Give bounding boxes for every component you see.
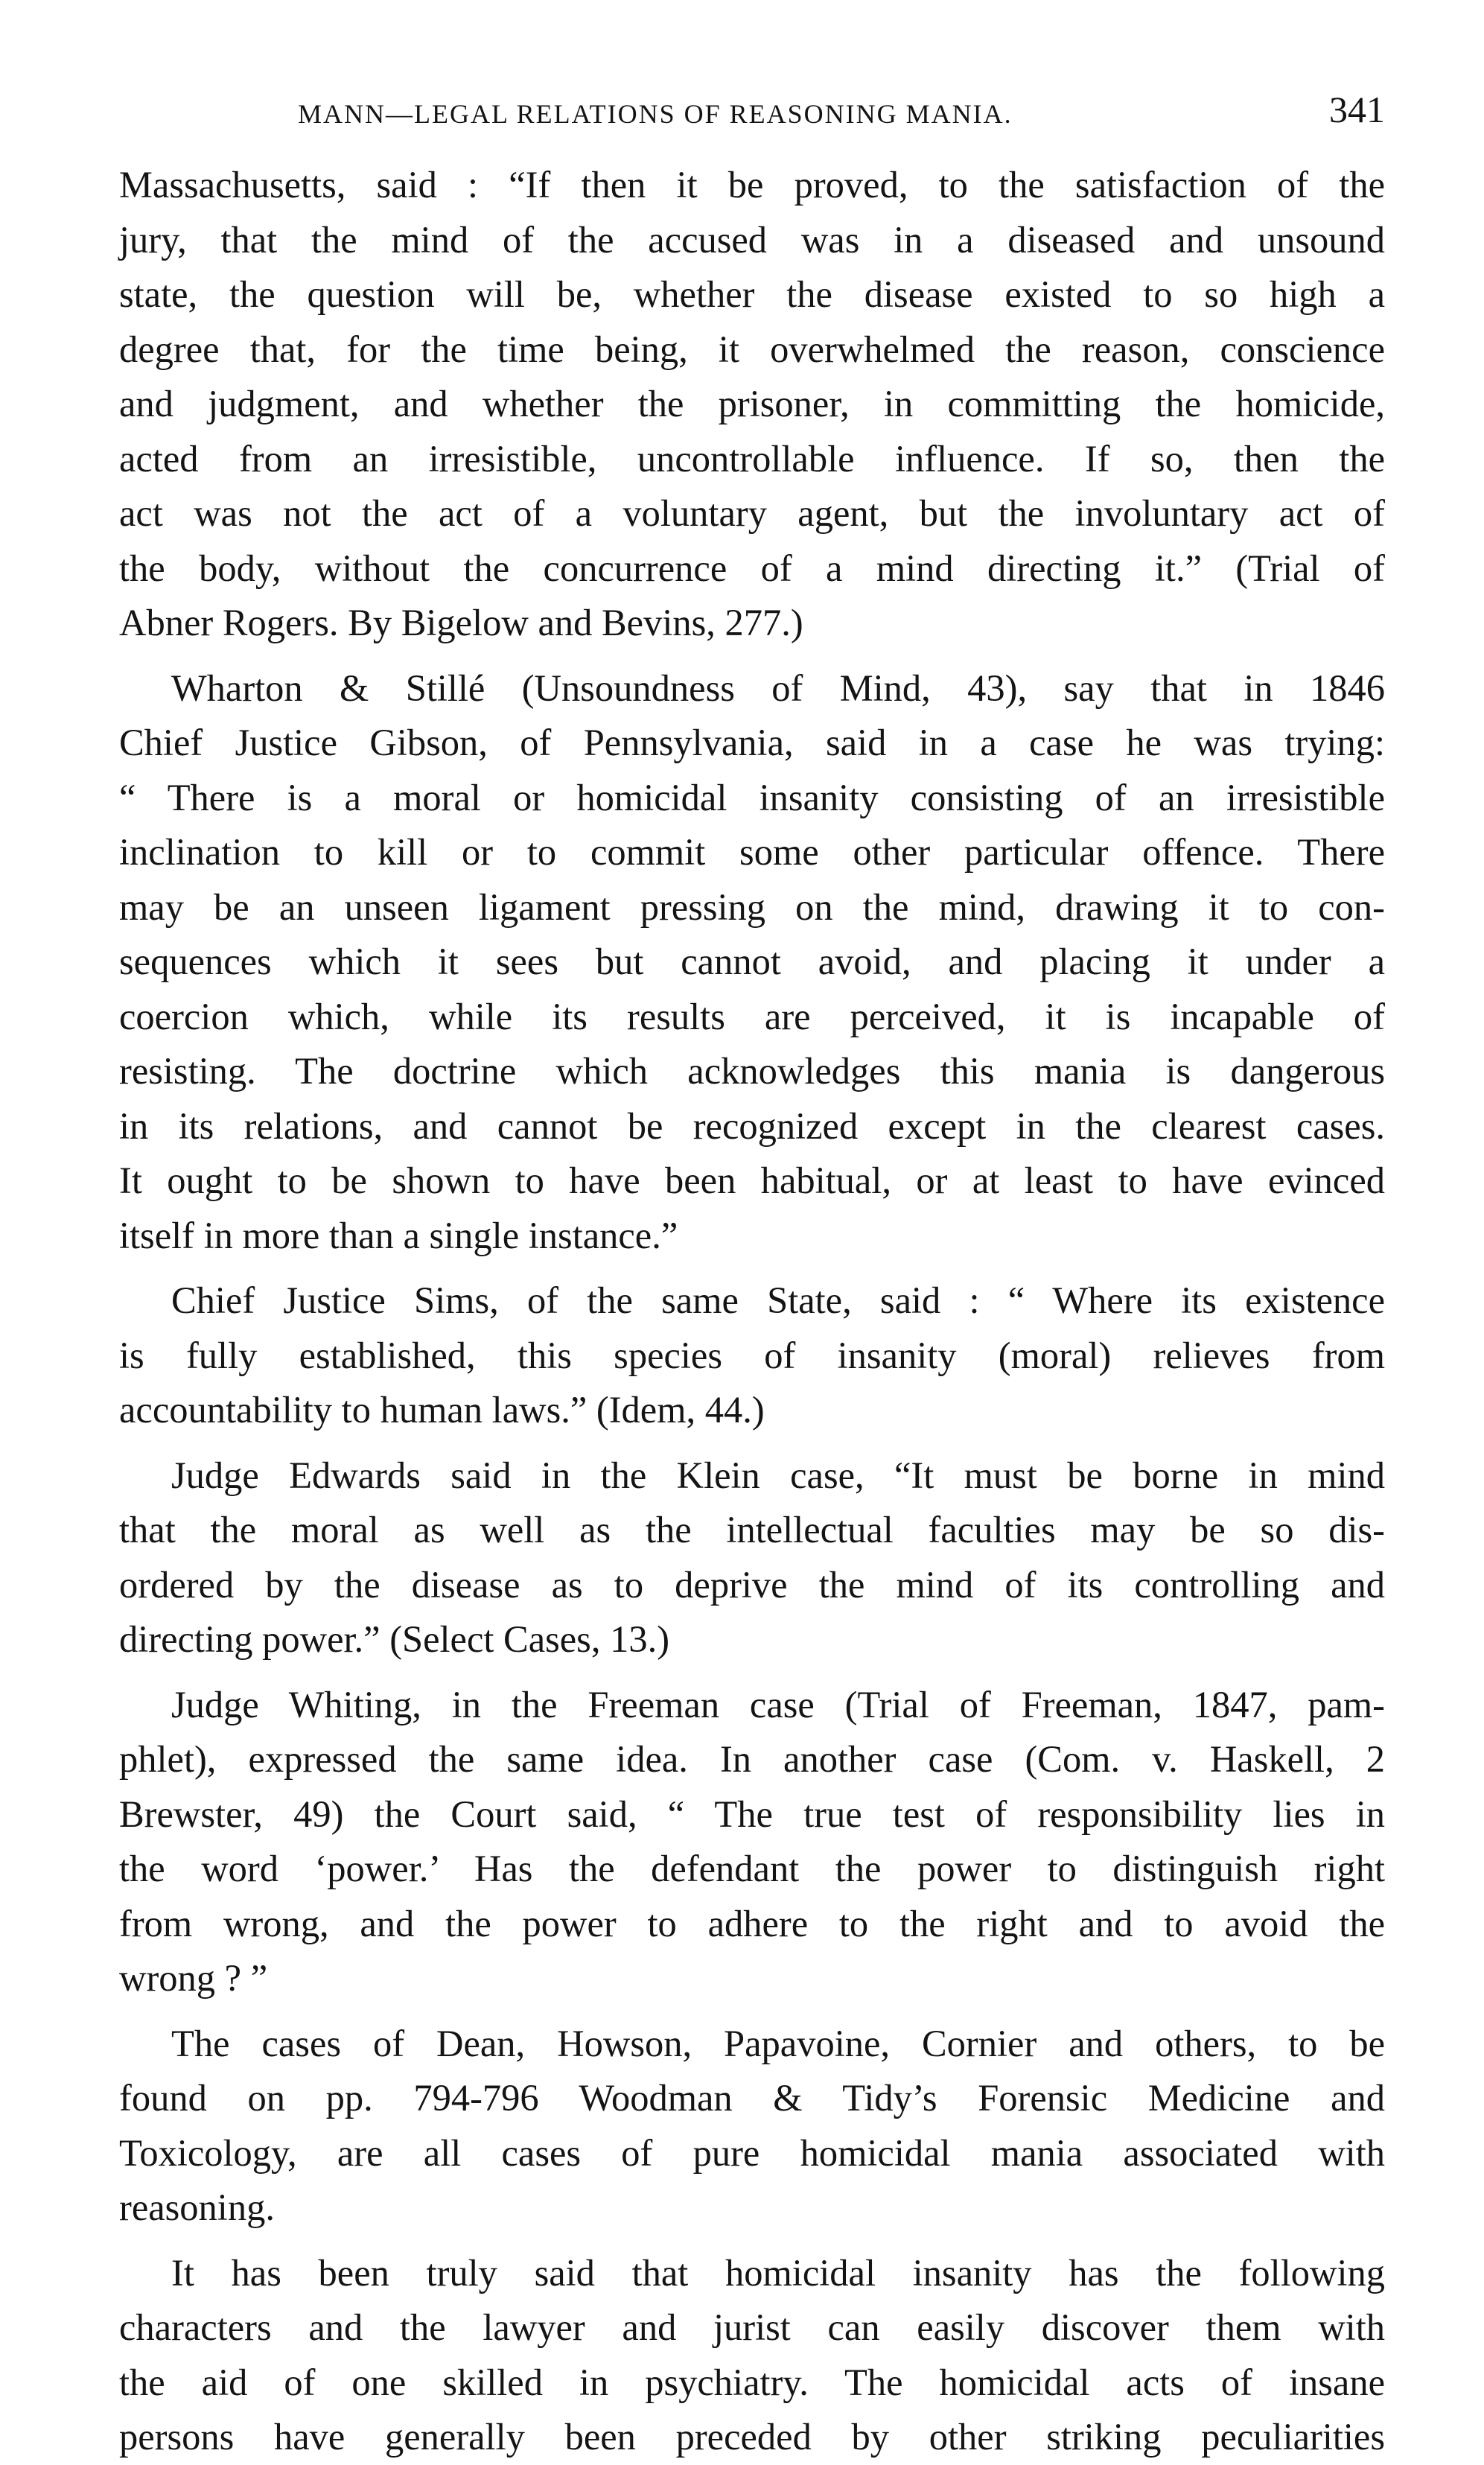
page-number: 341 xyxy=(1329,89,1385,130)
text-line: It has been truly said that homicidal insanity has the following xyxy=(171,2251,1385,2294)
text-line: ordered by the disease as to deprive the mind of its controlling and xyxy=(119,1563,1385,1606)
text-line: act was not the act of a voluntary agent, but the involuntary act of xyxy=(119,492,1385,534)
text-line: the word ‘power.’ Has the defendant the power to distinguish right xyxy=(119,1848,1385,1889)
text-line: Wharton & Stillé (Unsoundness of Mind, 43), say that in 1846 xyxy=(171,667,1385,709)
text-line: wrong ? ” xyxy=(119,1957,268,1999)
paragraph-whiting xyxy=(119,1678,1385,2006)
paragraph-sims xyxy=(119,1273,1385,1438)
text-line: reasoning. xyxy=(119,2186,275,2228)
text-line: itself in more than a single instance.” xyxy=(119,1214,678,1256)
text-line: It ought to be shown to have been habitual, or at least to have evinced xyxy=(119,1160,1385,1201)
paragraph-cases xyxy=(119,2017,1385,2236)
text-line: Massachusetts, said : “If then it be proved, to the satisfaction of the xyxy=(119,164,1385,206)
text-line: degree that, for the time being, it overwhelmed the reason, conscience xyxy=(119,328,1385,370)
running-head xyxy=(298,88,1385,140)
text-line: state, the question will be, whether the disease existed to so high a xyxy=(119,273,1385,315)
text-line: from wrong, and the power to adhere to the right and to avoid the xyxy=(119,1902,1385,1944)
text-line: Judge Edwards said in the Klein case, “It must be borne in mind xyxy=(171,1454,1385,1496)
text-line: Chief Justice Gibson, of Pennsylvania, said in a case he was trying: xyxy=(119,722,1385,763)
text-line: coercion which, while its results are perceived, it is incapable of xyxy=(119,995,1385,1037)
text-line: phlet), expressed the same idea. In another case (Com. v. Haskell, 2 xyxy=(119,1738,1385,1780)
text-line: is fully established, this species of insanity (moral) relieves from xyxy=(119,1334,1385,1376)
text-line: acted from an irresistible, uncontrollable influence. If so, then the xyxy=(119,437,1385,480)
text-line: Brewster, 49) the Court said, “ The true test of responsibility lies in xyxy=(119,1793,1385,1835)
text-line: characters and the lawyer and jurist can easily discover them with xyxy=(119,2306,1385,2348)
text-line: persons have generally been preceded by other striking peculiarities xyxy=(119,2416,1385,2458)
text-line: jury, that the mind of the accused was in a diseased and unsound xyxy=(119,218,1385,261)
text-line: Judge Whiting, in the Freeman case (Trial of Freeman, 1847, pam- xyxy=(171,1683,1385,1726)
running-title: MANN—LEGAL RELATIONS OF REASONING MANIA. xyxy=(298,99,1013,129)
text-line: the aid of one skilled in psychiatry. The homicidal acts of insane xyxy=(119,2361,1385,2403)
text-line: in its relations, and cannot be recognized except in the clearest cases. xyxy=(119,1104,1385,1147)
text-line: resisting. The doctrine which acknowledges this mania is dangerous xyxy=(119,1050,1385,1092)
text-line: Abner Rogers. By Bigelow and Bevins, 277.) xyxy=(119,602,803,643)
text-line: Chief Justice Sims, of the same State, said : “ Where its existence xyxy=(171,1279,1385,1321)
text-line: found on pp. 794-796 Woodman & Tidy’s Forensic Medicine and xyxy=(119,2077,1385,2119)
text-line: “ There is a moral or homicidal insanity consisting of an irresistible xyxy=(119,776,1385,818)
text-line: The cases of Dean, Howson, Papavoine, Cornier and others, to be xyxy=(171,2022,1385,2064)
text-line: and judgment, and whether the prisoner, in committing the homicide, xyxy=(119,383,1385,424)
text-line: sequences which it sees but cannot avoid, and placing it under a xyxy=(119,941,1385,982)
text-line: that the moral as well as the intellectual faculties may be so dis- xyxy=(119,1509,1385,1550)
text-line: the body, without the concurrence of a mind directing it.” (Trial of xyxy=(119,547,1385,589)
text-line: inclination to kill or to commit some other particular offence. There xyxy=(119,831,1385,873)
paragraph-massachusetts xyxy=(119,158,1385,651)
text-line: Toxicology, are all cases of pure homicidal mania associated with xyxy=(119,2131,1385,2174)
paragraph-wharton-stille xyxy=(119,661,1385,1264)
body-text xyxy=(119,158,1385,2465)
paragraph-edwards xyxy=(119,1448,1385,1667)
paragraph-homicidal-insanity xyxy=(119,2246,1385,2465)
text-line: accountability to human laws.” (Idem, 44.) xyxy=(119,1389,765,1431)
text-line: directing power.” (Select Cases, 13.) xyxy=(119,1618,670,1660)
text-line: may be an unseen ligament pressing on the mind, drawing it to con- xyxy=(119,885,1385,928)
